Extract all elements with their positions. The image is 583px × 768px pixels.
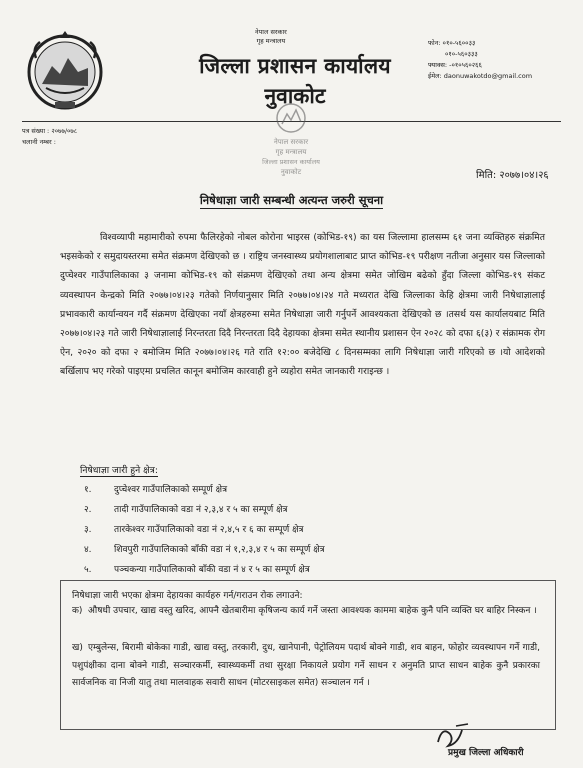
areas-heading-text: निषेधाज्ञा जारी हुने क्षेत्र: — [80, 465, 158, 476]
list-item-number: १. — [84, 485, 92, 495]
list-item — [84, 540, 325, 560]
phone-line-1: फोन: ०१०-५६००३३ — [428, 39, 476, 47]
phone-line-2: ०१०-५६०३३३ — [445, 50, 478, 58]
areas-heading — [80, 463, 158, 476]
dispatch-number: चलानी नम्बर : — [22, 138, 56, 146]
stamp-text-4: नुवाकोट — [280, 168, 302, 176]
notice-body — [60, 228, 545, 382]
list-item-number: २. — [84, 505, 92, 515]
subject-text: निषेधाज्ञा जारी सम्बन्धी अत्यन्त जरुरी सूचना — [199, 193, 384, 207]
list-item-number: ५. — [84, 565, 92, 575]
office-stamp-icon — [252, 96, 330, 186]
list-item-text: दुप्चेश्वर गाउँपालिकाको सम्पूर्ण क्षेत्र — [114, 485, 228, 495]
restriction-text: एम्बुलेन्स, बिरामी बोकेका गाडी, खाद्य वस्तु, तरकारी, दुध, खानेपानी, पेट्रोलियम पदार्थ बोक्ने गाडी, शव बाहन, फोहोर व्यवस्थापन गर्ने गाडी, पशुपंक्षीका दाना बोक्ने गाडी, सञ्चारकर्मी, स्वास्थ्यकर्मी तथा सुरक्षा निकायले प्रयोग गर्ने साधन र अनुमति प्राप्त साधन बाहेक कुनै प्रकारका सार्वजनिक वा निजी यातु तथा मालवाहक सवारी साधन (मोटरसाइकल समेत) सञ्चालन गर्न । — [72, 643, 540, 688]
restrictions-heading: निषेधाज्ञा जारी भएका क्षेत्रमा देहायका कार्यहरु गर्न/गराउन रोक लगाउने: — [72, 591, 303, 601]
list-item — [84, 480, 325, 500]
restriction-item — [72, 640, 540, 693]
contact-block — [428, 38, 532, 82]
office-title: जिल्ला प्रशासन कार्यालय — [199, 54, 391, 78]
notice-date: मिति: २०७७।०४।२६ — [476, 170, 549, 181]
government-ministry-header — [255, 28, 287, 46]
notice-subject — [0, 193, 583, 208]
fax-line: फ्याक्स: -०१०५६०२६६ — [428, 61, 482, 69]
email-line: ईमेल: daonuwakotdo@gmail.com — [428, 72, 533, 80]
restriction-item — [72, 603, 540, 621]
list-item — [84, 500, 325, 520]
list-item-text: तारकेश्वर गाउँपालिकाको वडा नं २,४,५ र ६ का सम्पूर्ण क्षेत्र — [114, 525, 304, 535]
stamp-text-1: नेपाल सरकार — [273, 138, 309, 146]
government-label: नेपाल सरकार — [255, 28, 287, 36]
restriction-index: क) — [72, 606, 83, 616]
list-item — [84, 520, 325, 540]
list-item-number: ३. — [84, 525, 92, 535]
restriction-text: औषधी उपचार, खाद्य वस्तु खरिद, आफ्नै खेतबारीमा कृषिजन्य कार्य गर्ने जस्ता आवश्यक काममा बाहेक कुनै पनि व्यक्ति घर बाहिर निस्कन । — [88, 606, 537, 616]
stamp-text-3: जिल्ला प्रशासन कार्यालय — [262, 158, 320, 166]
nepal-emblem-icon — [22, 28, 108, 112]
office-district: नुवाकोट — [264, 84, 326, 108]
signatory-title: प्रमुख जिल्ला अधिकारी — [448, 748, 524, 758]
ministry-label: गृह मन्त्रालय — [256, 37, 286, 45]
list-item-number: ४. — [84, 545, 92, 555]
list-item-text: शिवपुरी गाउँपालिकाको बाँकी वडा नं १,२,३,४ र ५ का सम्पूर्ण क्षेत्र — [114, 545, 325, 555]
restriction-index: ख) — [72, 643, 83, 653]
list-item-text: तादी गाउँपालिकाको वडा नं २,३,४ र ५ का सम्पूर्ण क्षेत्र — [114, 505, 288, 515]
reference-block — [22, 126, 77, 148]
list-item-text: पञ्चकन्या गाउँपालिकाको बाँकी वडा नं ४ र ५ का सम्पूर्ण क्षेत्र — [114, 565, 310, 575]
reference-number: पत्र संख्या : २०७७/०७८ — [22, 127, 78, 135]
stamp-text-2: गृह मन्त्रालय — [275, 148, 307, 156]
areas-list — [84, 480, 325, 580]
body-paragraph: विश्वव्यापी महामारीको रुपमा फैलिरहेको नोबल कोरोना भाइरस (कोभिड-१९) का यस जिल्लामा हालसम्म ६१ जना व्यक्तिहरु संक्रमित भइसकेको र समुदायस्तरमा समेत संक्रमण देखिएको छ । राष्ट्रिय जनस्वास्थ्य प्रयोगशालाबाट प्राप्त कोभिड-१९ परीक्षण नतीजा अनुसार यस जिल्लाको दुप्चेश्वर गाउँपालिकाका ३ जनामा कोभिड-१९ को संक्रमण देखिएको तथा अन्य क्षेत्रमा समेत जोखिम बढेको हुँदा जिल्ला कोभिड-१९ संकट व्यवस्थापन केन्द्रको मिति २०७७।०४।२३ गतेको निर्णयानुसार मिति २०७७।०४।२४ गते मध्यरात देखि जिल्लाका केहि क्षेत्रमा जारी निषेधाज्ञालाई प्रभावकारी कार्यान्वयन गर्दै संक्रमण देखिएका नयाँ क्षेत्रहरुमा समेत निषेधाज्ञा जारी गर्नुपर्ने आवश्यकता देखिएको छ ।तसर्थ यस कार्यालयबाट मिति २०७७।०४।२३ गते जारी निषेधाज्ञालाई निरन्तरता दिदै निरन्तरता दिदै देहायका क्षेत्रमा समेत स्थानीय प्रशासन ऐन २०२८ को दफा ६(३) र संक्रामक रोग ऐन, २०२० को दफा २ बमोजिम मिति २०७७।०४।२६ गते राति १२:०० बजेदेखि ८ दिनसम्मका लागि निषेधाज्ञा जारी गरिएको छ ।यो आदेशको बर्खिलाप भए गरेको पाइएमा प्रचलित कानून बमोजिम कारवाही हुने व्यहोरा समेत जानकारी गराइन्छ । — [60, 232, 545, 378]
list-item — [84, 560, 325, 580]
